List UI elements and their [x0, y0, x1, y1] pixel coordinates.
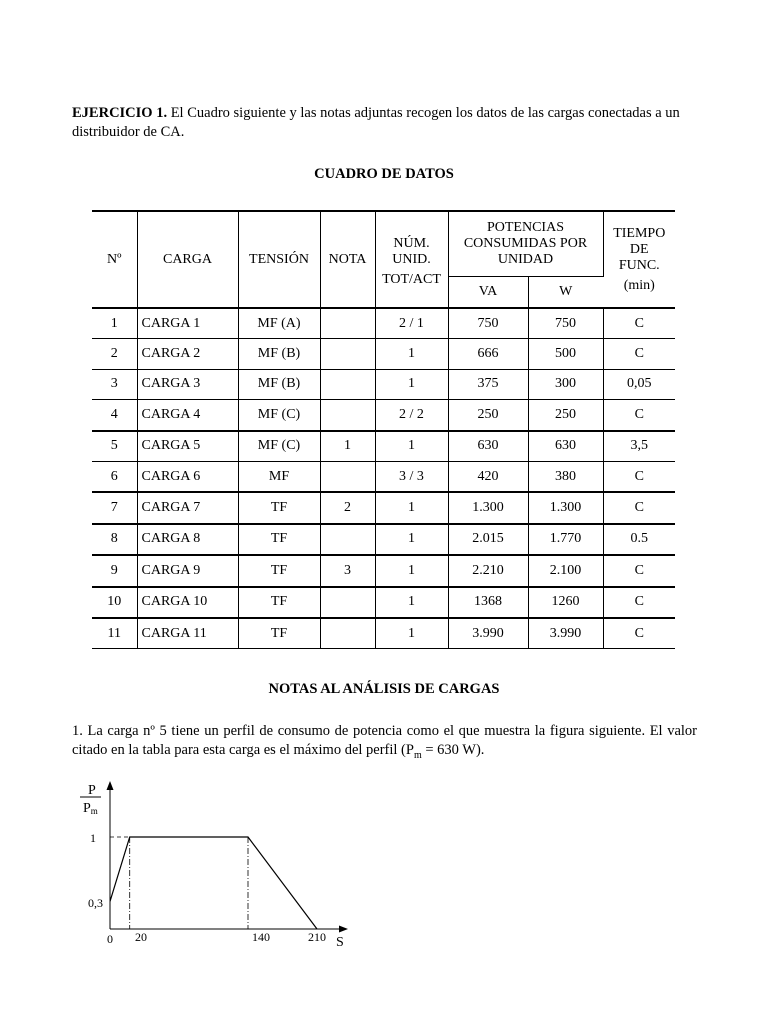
cell-tension: MF (A): [238, 308, 320, 339]
cell-nota: [320, 308, 375, 339]
y-label-bottom: Pm: [83, 801, 98, 816]
x-tick-label-210: 210: [308, 930, 326, 944]
y-tick-label-0-3: 0,3: [88, 896, 103, 910]
cell-unid: 3 / 3: [375, 461, 448, 492]
cell-w: 500: [528, 339, 603, 369]
cell-carga: CARGA 3: [137, 369, 238, 399]
x-tick-label-20: 20: [135, 930, 147, 944]
cell-tiempo: C: [603, 618, 675, 649]
cell-w: 2.100: [528, 555, 603, 586]
cell-tiempo: C: [603, 587, 675, 618]
cell-carga: CARGA 6: [137, 461, 238, 492]
series-line-profile: [110, 837, 317, 929]
header-w: W: [528, 277, 603, 309]
cell-carga: CARGA 2: [137, 339, 238, 369]
table-row: [92, 555, 675, 586]
cell-tension: TF: [238, 555, 320, 586]
cell-tension: TF: [238, 524, 320, 555]
cell-tension: MF: [238, 461, 320, 492]
cell-w: 250: [528, 400, 603, 431]
cell-tiempo: C: [603, 461, 675, 492]
cell-no: 9: [92, 555, 137, 586]
cell-nota: 2: [320, 492, 375, 523]
header-va: VA: [448, 277, 528, 309]
cell-tiempo: C: [603, 400, 675, 431]
table-row: [92, 492, 675, 523]
cell-carga: CARGA 10: [137, 587, 238, 618]
header-potencias: POTENCIAS CONSUMIDAS POR UNIDAD: [448, 211, 603, 277]
header-carga: CARGA: [137, 211, 238, 308]
header-num-unid: NÚM. UNID. TOT/ACT: [375, 211, 448, 308]
cell-nota: [320, 524, 375, 555]
note-1: 1. La carga nº 5 tiene un perfil de consumo de potencia como el que muestra la figura siguiente. El valor citado en la tabla para esta carga es el máximo del perfil ($P_m = 630$ W).: [72, 723, 697, 761]
header-nota: NOTA: [320, 211, 375, 308]
cell-tension: MF (B): [238, 339, 320, 369]
cell-tension: TF: [238, 587, 320, 618]
cell-carga: CARGA 7: [137, 492, 238, 523]
cell-tiempo: C: [603, 492, 675, 523]
x-axis-label: S: [336, 935, 344, 950]
cell-unid: 1: [375, 431, 448, 462]
cell-tiempo: 0,05: [603, 369, 675, 399]
cell-nota: 1: [320, 431, 375, 462]
table-row: [92, 400, 675, 431]
data-table: [92, 210, 675, 649]
table-row: [92, 369, 675, 399]
cell-no: 11: [92, 618, 137, 649]
cell-va: 2.015: [448, 524, 528, 555]
header-tension: TENSIÓN: [238, 211, 320, 308]
cell-nota: [320, 587, 375, 618]
cell-va: 750: [448, 308, 528, 339]
cell-unid: 1: [375, 587, 448, 618]
cell-tension: MF (C): [238, 400, 320, 431]
cell-nota: [320, 400, 375, 431]
cell-tiempo: C: [603, 339, 675, 369]
cell-unid: 1: [375, 618, 448, 649]
cell-no: 5: [92, 431, 137, 462]
cell-tiempo: C: [603, 308, 675, 339]
cell-carga: CARGA 5: [137, 431, 238, 462]
y-label-top: P: [88, 783, 96, 798]
cell-unid: 1: [375, 555, 448, 586]
cell-carga: CARGA 11: [137, 618, 238, 649]
cell-w: 630: [528, 431, 603, 462]
cell-no: 2: [92, 339, 137, 369]
cell-va: 630: [448, 431, 528, 462]
cell-va: 2.210: [448, 555, 528, 586]
cell-unid: 1: [375, 524, 448, 555]
load-profile-chart: [70, 775, 370, 975]
cell-no: 1: [92, 308, 137, 339]
table-row: [92, 461, 675, 492]
cell-nota: [320, 369, 375, 399]
cell-unid: 1: [375, 492, 448, 523]
cell-w: 1260: [528, 587, 603, 618]
cell-carga: CARGA 9: [137, 555, 238, 586]
cell-unid: 2 / 1: [375, 308, 448, 339]
cell-no: 7: [92, 492, 137, 523]
cell-va: 375: [448, 369, 528, 399]
cell-tension: MF (C): [238, 431, 320, 462]
header-no: Nº: [92, 211, 137, 308]
cell-no: 3: [92, 369, 137, 399]
cell-va: 1.300: [448, 492, 528, 523]
cell-tiempo: 0.5: [603, 524, 675, 555]
cell-unid: 2 / 2: [375, 400, 448, 431]
cell-tension: TF: [238, 618, 320, 649]
cell-no: 6: [92, 461, 137, 492]
cell-carga: CARGA 1: [137, 308, 238, 339]
exercise-label: EJERCICIO 1.: [72, 105, 168, 121]
exercise-intro: [72, 104, 702, 142]
table-row: [92, 587, 675, 618]
cell-w: 1.300: [528, 492, 603, 523]
cell-carga: CARGA 8: [137, 524, 238, 555]
cell-w: 3.990: [528, 618, 603, 649]
cell-tiempo: 3,5: [603, 431, 675, 462]
table-title: CUADRO DE DATOS: [314, 166, 454, 182]
cell-no: 8: [92, 524, 137, 555]
cell-w: 1.770: [528, 524, 603, 555]
cell-va: 420: [448, 461, 528, 492]
cell-tension: MF (B): [238, 369, 320, 399]
cell-va: 3.990: [448, 618, 528, 649]
x-axis-arrow: [339, 926, 348, 933]
table-row: [92, 339, 675, 369]
cell-tiempo: C: [603, 555, 675, 586]
header-tiempo: TIEMPO DE FUNC. (min): [603, 211, 675, 308]
cell-nota: [320, 618, 375, 649]
cell-nota: 3: [320, 555, 375, 586]
cell-nota: [320, 461, 375, 492]
y-tick-label-1: 1: [90, 831, 96, 845]
exercise-text: El Cuadro siguiente y las notas adjuntas recogen los datos de las cargas conectadas a un distribuidor de CA.: [72, 105, 680, 140]
cell-w: 300: [528, 369, 603, 399]
table-row: [92, 524, 675, 555]
cell-va: 250: [448, 400, 528, 431]
table-row: [92, 308, 675, 339]
x-tick-label-140: 140: [252, 930, 270, 944]
cell-w: 380: [528, 461, 603, 492]
cell-va: 1368: [448, 587, 528, 618]
cell-va: 666: [448, 339, 528, 369]
x-tick-label-0: 0: [107, 932, 113, 946]
cell-carga: CARGA 4: [137, 400, 238, 431]
cell-unid: 1: [375, 339, 448, 369]
cell-no: 10: [92, 587, 137, 618]
cell-tension: TF: [238, 492, 320, 523]
cell-no: 4: [92, 400, 137, 431]
cell-nota: [320, 339, 375, 369]
table-row: [92, 431, 675, 462]
cell-w: 750: [528, 308, 603, 339]
table-row: [92, 618, 675, 649]
cell-unid: 1: [375, 369, 448, 399]
notes-title: NOTAS AL ANÁLISIS DE CARGAS: [268, 681, 500, 697]
y-axis-arrow: [107, 781, 114, 790]
